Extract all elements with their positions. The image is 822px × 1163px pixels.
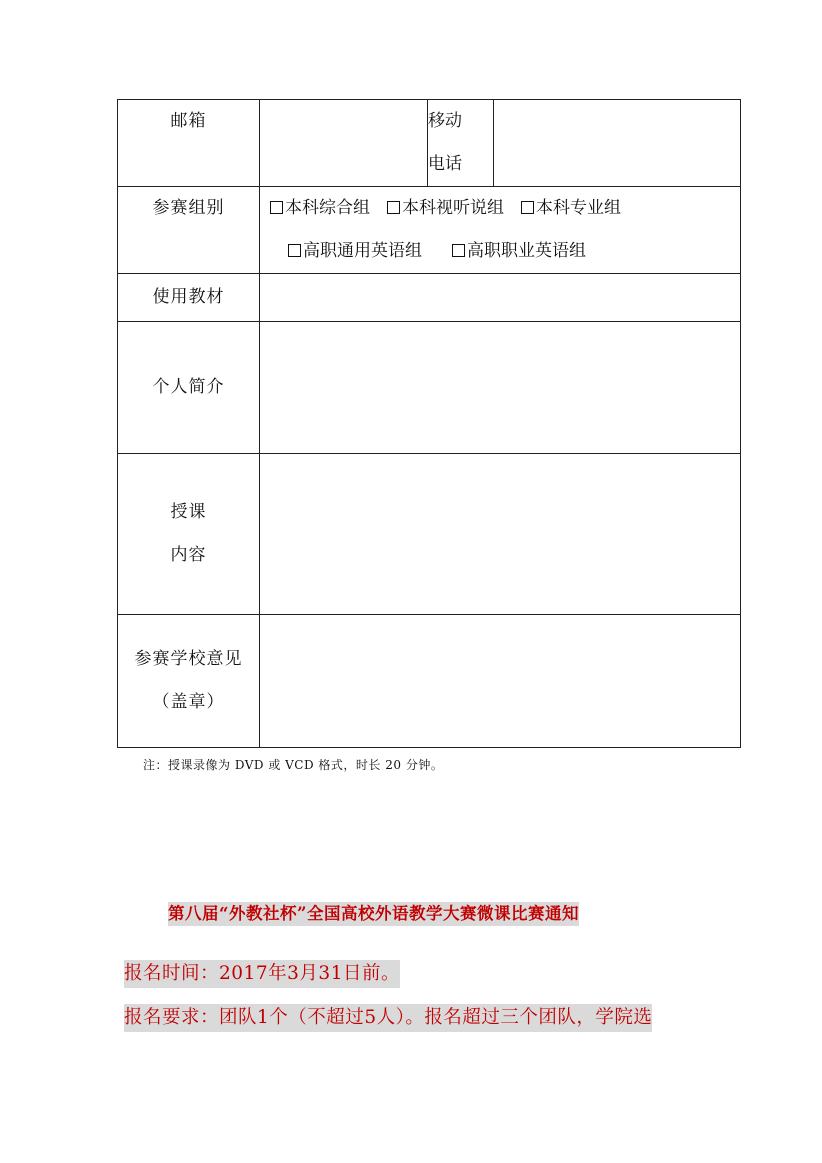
intro-label: 个人简介 (118, 322, 260, 454)
email-label: 邮箱 (118, 100, 260, 187)
textbook-row (118, 274, 741, 322)
group-row (118, 187, 741, 274)
group-option[interactable]: 本科综合组 (270, 187, 370, 230)
group-options-line-1 (260, 187, 740, 230)
mobile-value-cell[interactable] (494, 100, 741, 187)
opinion-label (118, 615, 260, 748)
registration-time-suffix: 日前。 (342, 963, 400, 984)
content-label (118, 454, 260, 615)
checkbox-icon[interactable] (288, 244, 301, 257)
registration-month: 3 (287, 963, 300, 984)
footnote: 注：授课录像为 DVD 或 VCD 格式，时长 20 分钟。 (143, 758, 444, 772)
opinion-label-line1: 参赛学校意见 (134, 649, 243, 669)
registration-requirement-line (124, 1004, 652, 1032)
group-option[interactable]: 本科专业组 (521, 187, 621, 230)
opinion-row (118, 615, 741, 748)
content-label-line1: 授课 (170, 502, 207, 522)
intro-row (118, 322, 741, 454)
textbook-label: 使用教材 (118, 274, 260, 322)
intro-value-cell[interactable] (260, 322, 741, 454)
email-value-cell[interactable] (260, 100, 428, 187)
checkbox-icon[interactable] (452, 244, 465, 257)
registration-time-prefix: 报名时间： (124, 963, 220, 984)
max-members: 5 (364, 1007, 377, 1028)
opinion-label-line2: （盖章） (152, 692, 225, 712)
checkbox-icon[interactable] (270, 201, 283, 214)
group-label: 参赛组别 (118, 187, 260, 274)
notice-title: 第八届“外教社杯”全国高校外语教学大赛微课比赛通知 (168, 902, 579, 926)
email-row (118, 100, 741, 187)
content-row (118, 454, 741, 615)
group-options-cell (260, 187, 741, 274)
registration-time-line (124, 960, 400, 988)
entry-form-table (117, 99, 741, 748)
content-label-line2: 内容 (170, 545, 207, 565)
requirement-mid: 个（不超过 (269, 1007, 365, 1028)
team-count: 1 (257, 1007, 270, 1028)
textbook-value-cell[interactable] (260, 274, 741, 322)
registration-month-unit: 月 (299, 963, 319, 984)
content-value-cell[interactable] (260, 454, 741, 615)
group-option[interactable]: 高职职业英语组 (452, 230, 586, 273)
requirement-prefix: 报名要求：团队 (124, 1007, 258, 1028)
checkbox-icon[interactable] (387, 201, 400, 214)
mobile-label (428, 100, 494, 187)
group-options-line-2 (260, 230, 740, 273)
group-option[interactable]: 高职通用英语组 (288, 230, 422, 273)
group-option[interactable]: 本科视听说组 (387, 187, 504, 230)
registration-year-unit: 年 (268, 963, 288, 984)
checkbox-icon[interactable] (521, 201, 534, 214)
mobile-label-line2: 电话 (428, 154, 462, 174)
mobile-label-line1: 移动 (428, 111, 462, 131)
registration-day: 31 (318, 963, 343, 984)
opinion-value-cell[interactable] (260, 615, 741, 748)
registration-year: 2017 (219, 963, 269, 984)
requirement-suffix: 人）。报名超过三个团队，学院选 (376, 1007, 653, 1028)
